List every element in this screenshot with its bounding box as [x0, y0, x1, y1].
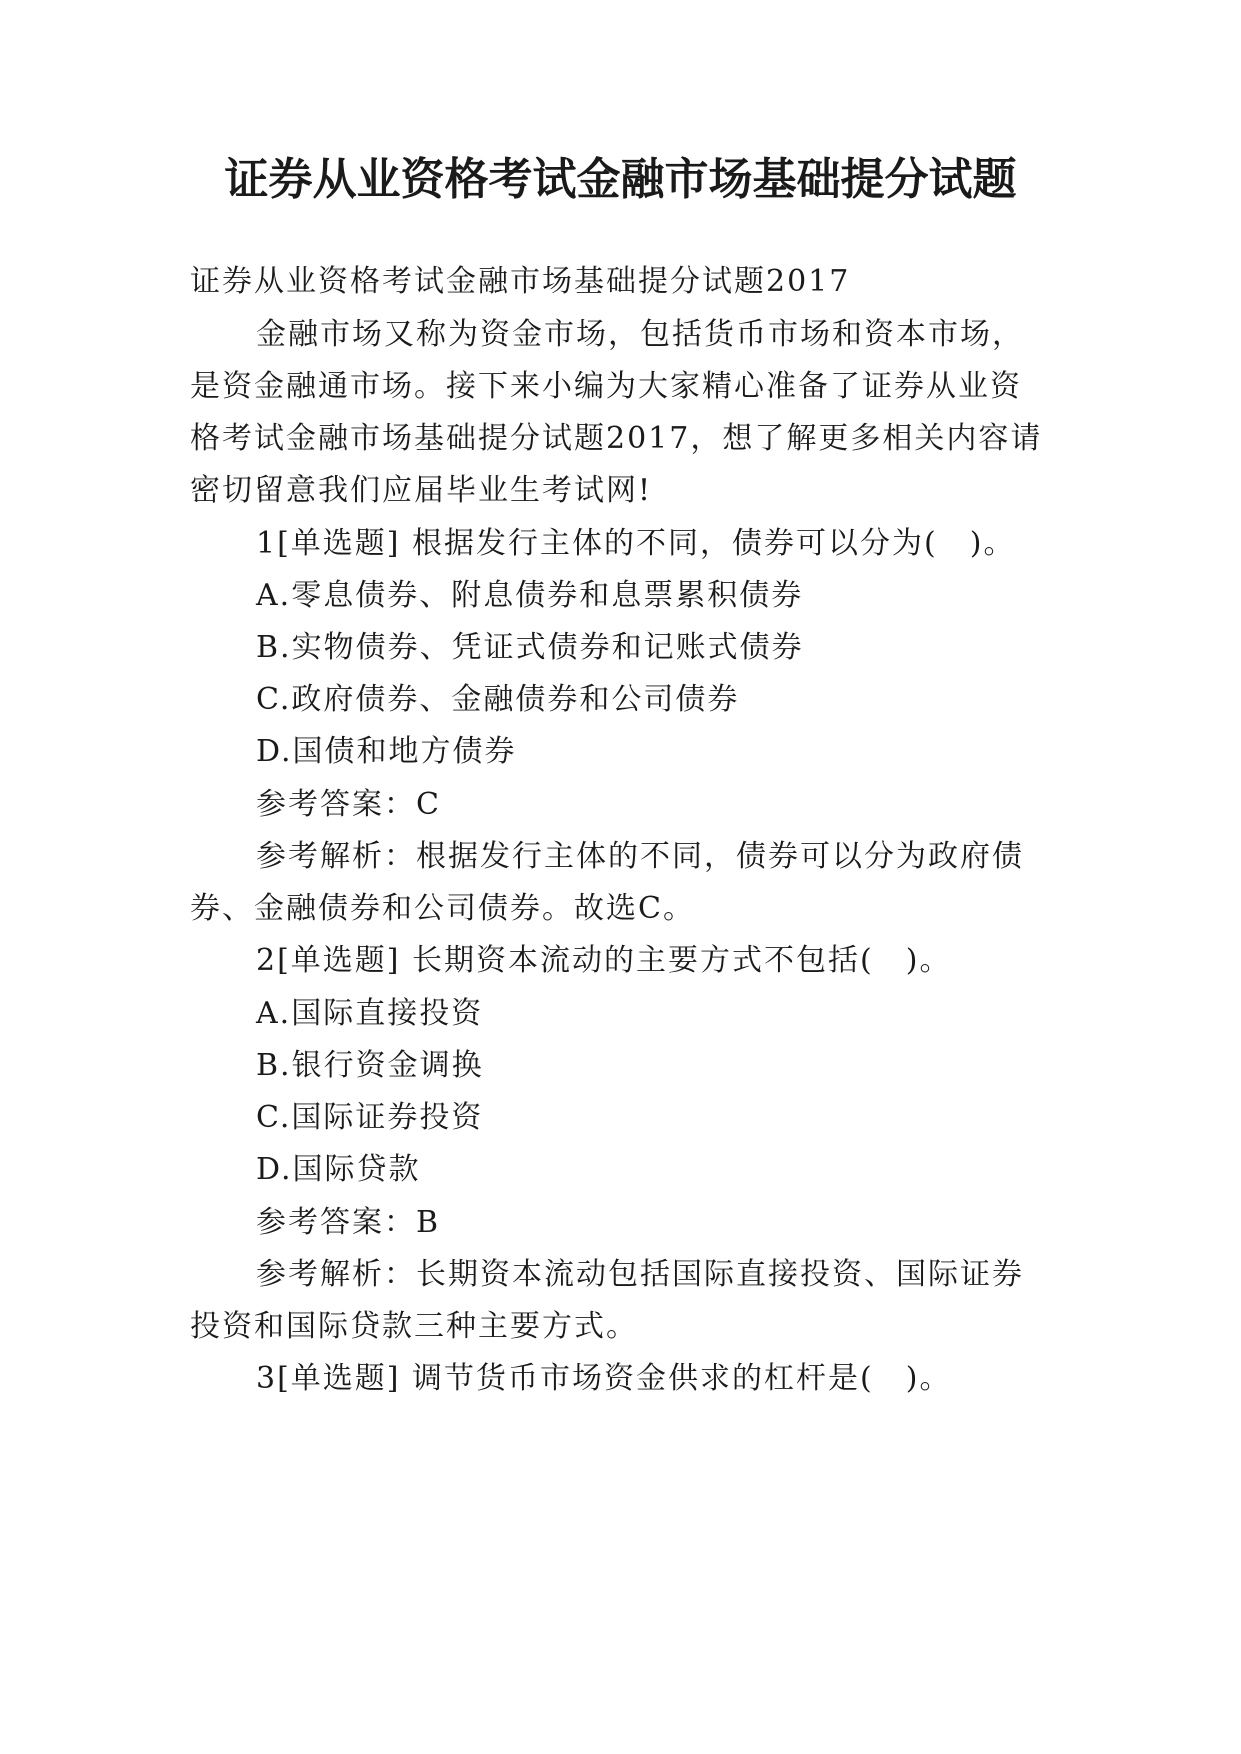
question-2-answer: 参考答案：B — [256, 1205, 441, 1240]
question-2-option-d: D.国际贷款 — [256, 1152, 421, 1187]
question-2-stem: 2[单选题] 长期资本流动的主要方式不包括( )。 — [256, 943, 952, 978]
intro-line-4: 密切留意我们应届毕业生考试网! — [190, 473, 653, 508]
question-1-stem: 1[单选题] 根据发行主体的不同，债券可以分为( )。 — [256, 526, 1016, 561]
question-2-option-c: C.国际证券投资 — [256, 1100, 484, 1135]
intro-line-3: 格考试金融市场基础提分试题2017，想了解更多相关内容请 — [190, 421, 1043, 456]
question-1-analysis-line-2: 券、金融债券和公司债券。故选C。 — [190, 891, 695, 926]
question-2-option-b: B.银行资金调换 — [256, 1048, 484, 1083]
question-1-analysis-line-1: 参考解析：根据发行主体的不同，债券可以分为政府债 — [256, 839, 1024, 874]
document-subtitle: 证券从业资格考试金融市场基础提分试题2017 — [190, 264, 851, 299]
question-2-analysis-line-2: 投资和国际贷款三种主要方式。 — [190, 1309, 638, 1344]
question-1-option-c: C.政府债券、金融债券和公司债券 — [256, 682, 740, 717]
question-1-answer: 参考答案：C — [256, 787, 441, 822]
question-1-option-a: A.零息债券、附息债券和息票累积债券 — [256, 578, 804, 613]
question-1-option-b: B.实物债券、凭证式债券和记账式债券 — [256, 630, 804, 665]
question-3-stem: 3[单选题] 调节货币市场资金供求的杠杆是( )。 — [256, 1361, 952, 1396]
intro-line-2: 是资金融通市场。接下来小编为大家精心准备了证券从业资 — [190, 369, 1022, 404]
document-title: 证券从业资格考试金融市场基础提分试题 — [224, 154, 1017, 205]
question-1-option-d: D.国债和地方债券 — [256, 734, 517, 769]
question-2-analysis-line-1: 参考解析：长期资本流动包括国际直接投资、国际证券 — [256, 1257, 1024, 1292]
intro-line-1: 金融市场又称为资金市场，包括货币市场和资本市场， — [256, 317, 1024, 352]
question-2-option-a: A.国际直接投资 — [256, 996, 484, 1031]
